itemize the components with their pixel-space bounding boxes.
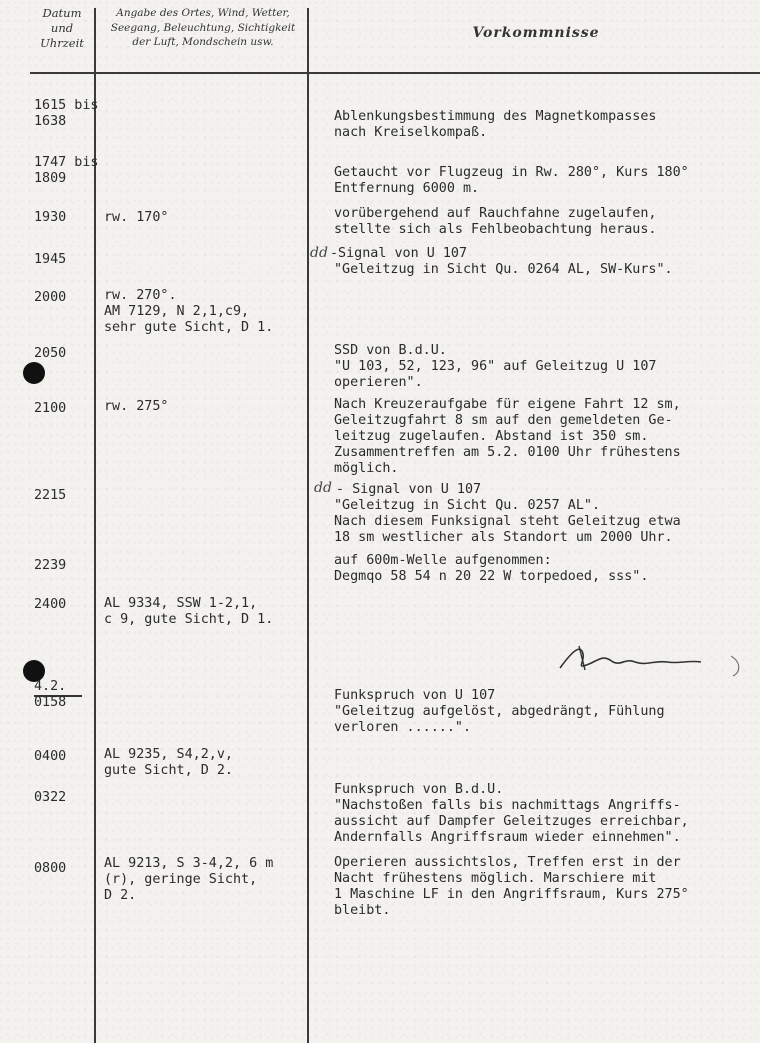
entry-text: nach Kreiselkompaß. [334,125,488,140]
entry-text: operieren". [334,375,423,390]
entry-location: AL 9235, S4,2,v, [104,747,233,762]
entry-text: Degmqo 58 54 n 20 22 W torpedoed, sss". [334,569,649,584]
entry-text: Andernfalls Angriffsraum wieder einnehmen". [334,830,681,845]
entry-time: 0400 [34,749,67,764]
entry-time: 1747 bis [34,155,99,170]
entry-location: rw. 275° [104,399,169,414]
entry-time: 2100 [34,401,67,416]
entry-time: 2239 [34,558,67,573]
entry-text: Geleitzugfahrt 8 sm auf den gemeldeten Ge- [334,413,673,428]
entry-text: Entfernung 6000 m. [334,181,480,196]
header-rule [30,72,760,74]
entry-time: 2000 [34,290,67,305]
entry-time: 2050 [34,346,67,361]
header-angabe [98,6,308,50]
entry-text: "U 103, 52, 123, 96" auf Geleitzug U 107 [334,359,657,374]
header-datum [30,6,94,51]
entry-text: Getaucht vor Flugzeug in Rw. 280°, Kurs 180° [334,165,689,180]
entry-text: 1 Maschine LF in den Angriffsraum, Kurs 275° [334,887,689,902]
entry-text: "Geleitzug aufgelöst, abgedrängt, Fühlung [334,704,665,719]
entry-time: 1945 [34,252,67,267]
entry-time: 1930 [34,210,67,225]
header-datum-line: Uhrzeit [40,36,84,50]
entry-text: 18 sm westlicher als Standort um 2000 Uhr. [334,530,673,545]
entry-text: Zusammentreffen am 5.2. 0100 Uhr frühestens [334,445,681,460]
entry-text: stellte sich als Fehlbeobachtung heraus. [334,222,657,237]
entry-text: - Signal von U 107 [336,482,482,497]
entry-text: leitzug zugelaufen. Abstand ist 350 sm. [334,429,649,444]
header-angabe-line: Seegang, Beleuchtung, Sichtigkeit [110,21,296,34]
signature-mark [555,640,750,680]
entry-text: Ablenkungsbestimmung des Magnetkompasses [334,109,657,124]
entry-text: "Geleitzug in Sicht Qu. 0257 AL". [334,498,601,513]
entry-time: 1809 [34,171,67,186]
entry-location: AL 9213, S 3-4,2, 6 m [104,856,274,871]
column-divider-2 [307,8,309,1043]
entry-text: Operieren aussichtslos, Treffen erst in der [334,855,681,870]
header-datum-line: und [50,21,74,35]
entry-text: Funkspruch von B.d.U. [334,782,504,797]
entry-text: Nach Kreuzeraufgabe für eigene Fahrt 12 sm, [334,397,681,412]
entry-time: 0322 [34,790,67,805]
entry-time: 0158 [34,695,67,710]
entry-text: auf 600m-Welle aufgenommen: [334,553,552,568]
entry-location: D 2. [104,888,137,903]
entry-time: 0800 [34,861,67,876]
entry-location: rw. 270°. [104,288,177,303]
entry-date: 4.2. [34,679,67,694]
entry-time: 1638 [34,114,67,129]
entry-location: AM 7129, N 2,1,c9, [104,304,250,319]
entry-location: (r), geringe Sicht, [104,872,258,887]
signal-mark: dd [314,480,332,496]
entry-text: bleibt. [334,903,391,918]
entry-location: AL 9334, SSW 1-2,1, [104,596,258,611]
entry-text: möglich. [334,461,399,476]
entry-text: SSD von B.d.U. [334,343,447,358]
entry-text: Nach diesem Funksignal steht Geleitzug etwa [334,514,681,529]
entry-location: rw. 170° [104,210,169,225]
entry-text: -Signal von U 107 [330,246,468,261]
entry-text: verloren ......". [334,720,472,735]
header-angabe-line: Angabe des Ortes, Wind, Wetter, [116,7,290,19]
entry-text: "Nachstoßen falls bis nachmittags Angriffs- [334,798,681,813]
entry-time: 1615 bis [34,98,99,113]
entry-text: vorübergehend auf Rauchfahne zugelaufen, [334,206,657,221]
entry-text: aussicht auf Dampfer Geleitzuges erreichbar, [334,814,689,829]
entry-location: c 9, gute Sicht, D 1. [104,612,274,627]
header-angabe-line: der Luft, Mondschein usw. [132,36,274,48]
entry-location: gute Sicht, D 2. [104,763,233,778]
entry-text: Funkspruch von U 107 [334,688,496,703]
entry-time: 2400 [34,597,67,612]
header-datum-line: Datum [42,6,82,20]
header-vorkommnisse: Vorkommnisse [472,25,600,41]
entry-text: "Geleitzug in Sicht Qu. 0264 AL, SW-Kurs". [334,262,673,277]
entry-time: 2215 [34,488,67,503]
entry-text: Nacht frühestens möglich. Marschiere mit [334,871,657,886]
punch-hole [23,362,45,384]
entry-location: sehr gute Sicht, D 1. [104,320,274,335]
signal-mark: dd [310,245,328,261]
